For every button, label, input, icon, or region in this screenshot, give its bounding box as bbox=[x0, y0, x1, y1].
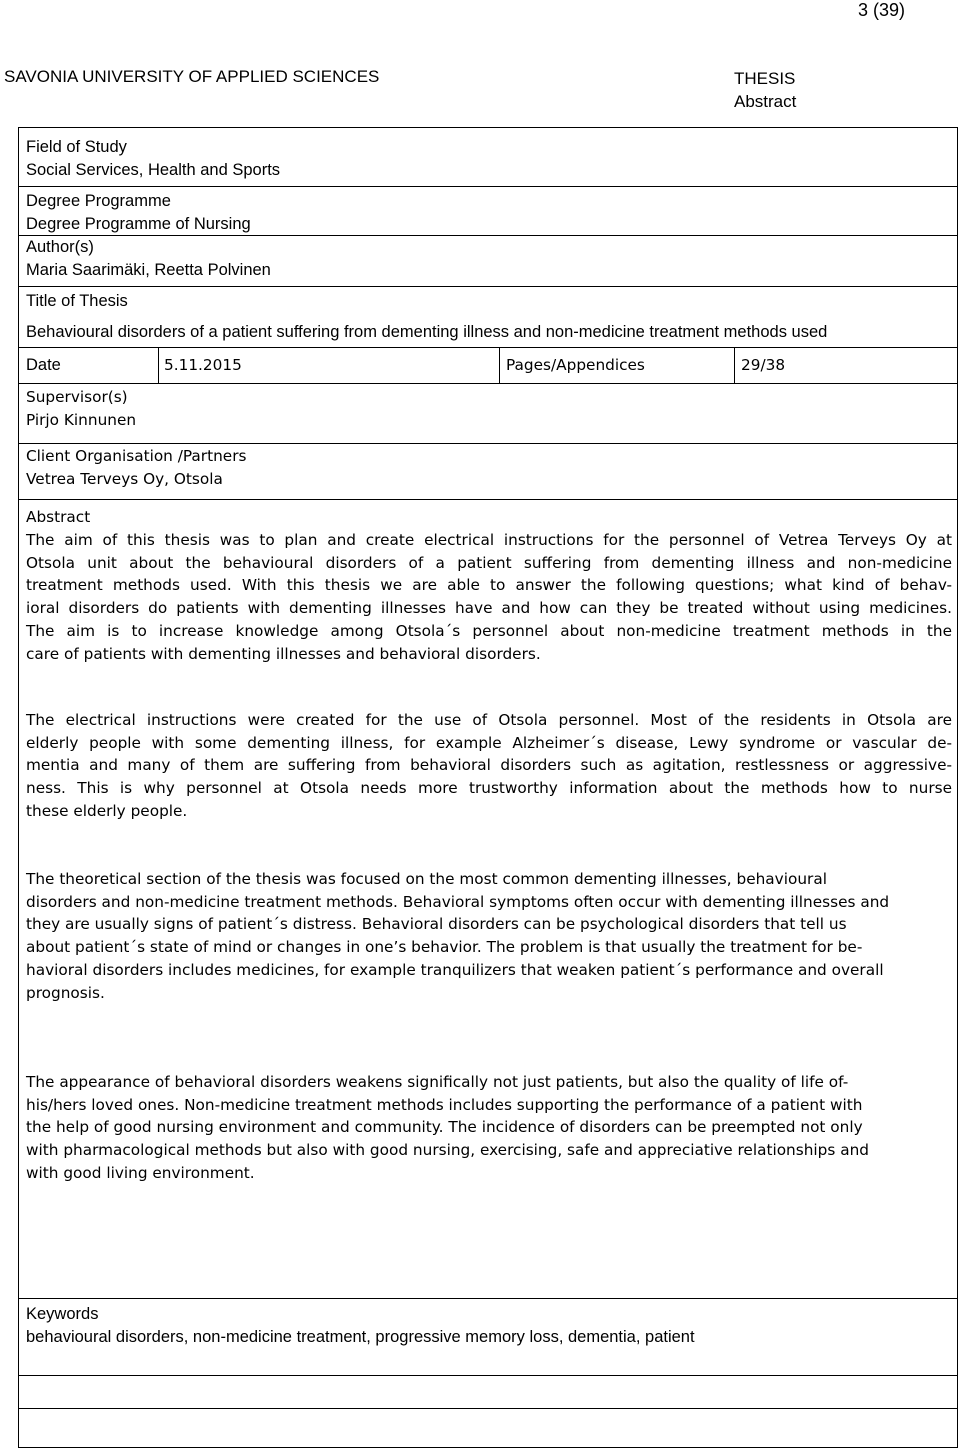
divider bbox=[19, 1298, 957, 1299]
abstract-line: The appearance of behavioral disorders weakens significally not just patients, but also the quality of life of- bbox=[26, 1073, 849, 1091]
abstract-line: care of patients with dementing illnesses and behavioral disorders. bbox=[26, 644, 541, 663]
abstract-line: The aim is to increase knowledge among Otsola´s personnel about non-medicine treatment methods in the bbox=[26, 621, 952, 640]
thesis-title-value: Behavioural disorders of a patient suffering from dementing illness and non-medicine treatment methods used bbox=[26, 323, 828, 341]
abstract-line: mentia and many of them are suffering from behavioral disorders such as agitation, restlessness or aggressive- bbox=[26, 756, 952, 775]
divider bbox=[734, 347, 735, 383]
supervisor-label: Supervisor(s) bbox=[26, 388, 128, 406]
divider bbox=[19, 1375, 957, 1376]
divider bbox=[158, 347, 159, 383]
supervisor-value: Pirjo Kinnunen bbox=[26, 411, 137, 429]
abstract-form bbox=[18, 127, 958, 1448]
abstract-line: The theoretical section of the thesis was focused on the most common dementing illnesses, behavioural bbox=[26, 870, 827, 888]
abstract-paragraph-2 bbox=[26, 709, 952, 823]
field-of-study-value: Social Services, Health and Sports bbox=[26, 161, 281, 179]
divider bbox=[499, 347, 500, 383]
abstract-line: The aim of this thesis was to plan and create electrical instructions for the personnel of Vetrea Terveys Oy at bbox=[26, 531, 952, 549]
divider bbox=[19, 347, 957, 348]
divider bbox=[19, 499, 957, 500]
abstract-line: the help of good nursing environment and community. The incidence of disorders can be preempted not only bbox=[26, 1118, 863, 1137]
keywords-value: behavioural disorders, non-medicine treatment, progressive memory loss, dementia, patient bbox=[26, 1328, 695, 1346]
document-type-title: THESIS bbox=[734, 69, 796, 88]
university-name: SAVONIA UNIVERSITY OF APPLIED SCIENCES bbox=[4, 67, 380, 86]
abstract-paragraph-1 bbox=[26, 529, 952, 665]
divider bbox=[19, 186, 957, 187]
divider bbox=[19, 235, 957, 236]
authors-label: Author(s) bbox=[26, 238, 94, 256]
authors-value: Maria Saarimäki, Reetta Polvinen bbox=[26, 261, 271, 279]
field-of-study-label: Field of Study bbox=[26, 138, 127, 156]
pages-value: 29/38 bbox=[741, 356, 786, 374]
document-type-subtitle: Abstract bbox=[734, 92, 797, 111]
degree-programme-label: Degree Programme bbox=[26, 192, 171, 210]
abstract-paragraph-3 bbox=[26, 868, 952, 1004]
abstract-line: they are usually signs of patient´s distress. Behavioral disorders can be psychological disorders that tell us bbox=[26, 915, 847, 934]
thesis-title-label: Title of Thesis bbox=[26, 292, 128, 310]
abstract-paragraph-4 bbox=[26, 1071, 952, 1185]
client-value: Vetrea Terveys Oy, Otsola bbox=[26, 470, 223, 488]
divider bbox=[19, 1408, 957, 1409]
abstract-line: his/hers loved ones. Non-medicine treatment methods includes supporting the performance of a patient with bbox=[26, 1095, 863, 1114]
abstract-line: Otsola unit about the behavioural disorders of a patient suffering from dementing illness and non-medicine bbox=[26, 553, 952, 572]
keywords-label: Keywords bbox=[26, 1305, 99, 1323]
abstract-line: disorders and non-medicine treatment methods. Behavioral symptoms often occur with dementing illnesses and bbox=[26, 892, 890, 911]
page-number: 3 (39) bbox=[858, 0, 906, 20]
client-label: Client Organisation /Partners bbox=[26, 447, 247, 465]
abstract-line: treatment methods used. With this thesis we are able to answer the following questions; what kind of behav- bbox=[26, 576, 952, 595]
abstract-line: prognosis. bbox=[26, 983, 105, 1002]
pages-label: Pages/Appendices bbox=[506, 356, 645, 374]
abstract-label: Abstract bbox=[26, 508, 91, 526]
abstract-line: elderly people with some dementing illness, for example Alzheimer´s disease, Lewy syndrome or vascular de- bbox=[26, 733, 952, 752]
abstract-line: ness. This is why personnel at Otsola needs more trustworthy information about the methods how to nurse bbox=[26, 779, 952, 798]
abstract-line: with pharmacological methods but also with good nursing, exercising, safe and appreciative relationships and bbox=[26, 1141, 869, 1160]
divider bbox=[19, 443, 957, 444]
date-value: 5.11.2015 bbox=[164, 356, 242, 374]
abstract-line: these elderly people. bbox=[26, 801, 188, 820]
date-label: Date bbox=[26, 356, 61, 374]
document-type bbox=[734, 67, 796, 113]
abstract-line: havioral disorders includes medicines, for example tranquilizers that weaken patient´s performance and overall bbox=[26, 960, 884, 979]
degree-programme-value: Degree Programme of Nursing bbox=[26, 215, 251, 233]
divider bbox=[19, 286, 957, 287]
divider bbox=[19, 383, 957, 384]
abstract-line: ioral disorders do patients with dementing illnesses have and how can they be treated without using medicines. bbox=[26, 599, 952, 618]
abstract-line: with good living environment. bbox=[26, 1163, 255, 1182]
abstract-line: The electrical instructions were created for the use of Otsola personnel. Most of the residents in Otsola are bbox=[26, 711, 952, 729]
abstract-line: about patient´s state of mind or changes in one’s behavior. The problem is that usually the treatment for be- bbox=[26, 938, 863, 957]
